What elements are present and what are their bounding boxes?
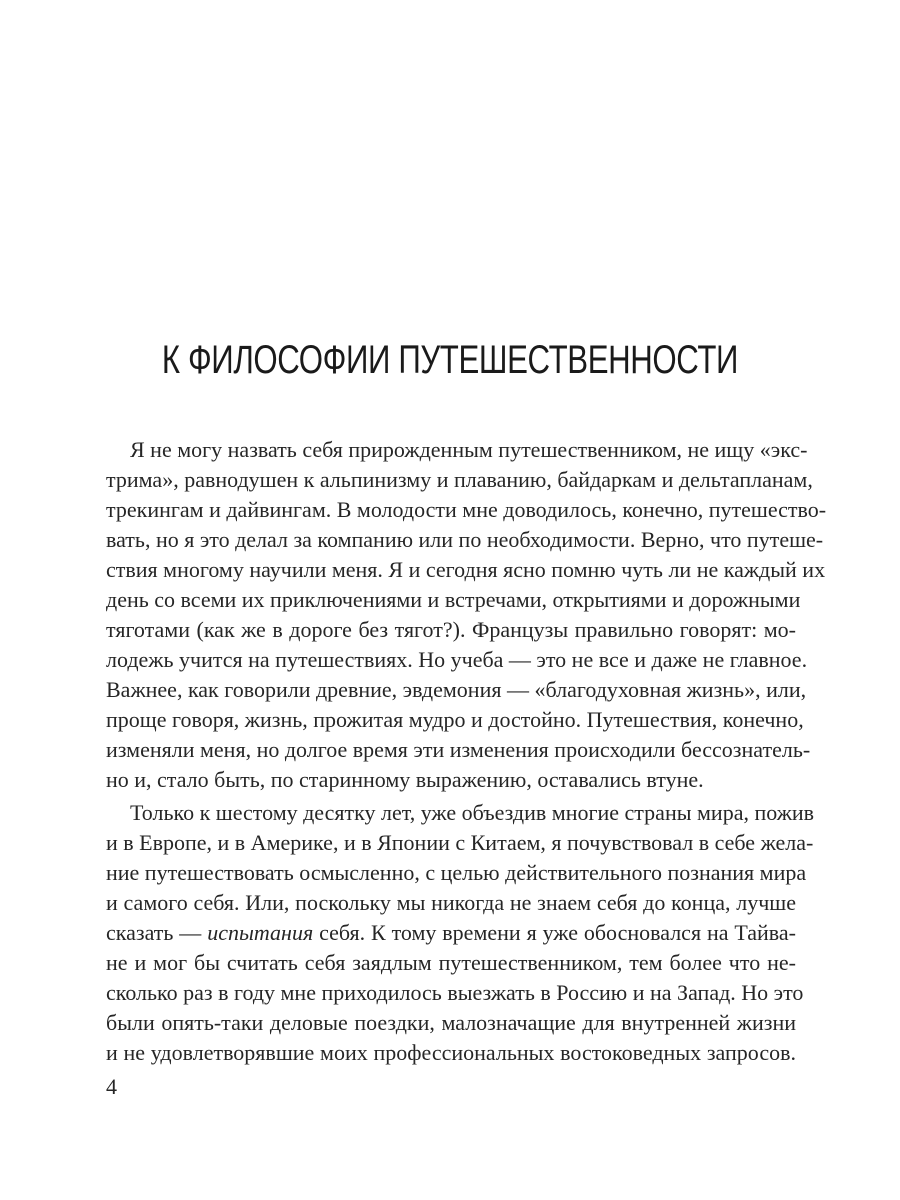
paragraph-2-line-3: ние путешествовать осмысленно, с целью действительного познания мира [106,860,807,885]
paragraph-1-line-10: проще говоря, жизнь, прожитая мудро и достойно. Путешествия, конечно, [106,707,804,732]
paragraph-2-line-6: не и мог бы считать себя заядлым путешественником, тем более что не- [106,950,796,975]
paragraph-2-line-5-start: сказать — [106,920,208,945]
paragraph-1-line-2: трима», равнодушен к альпинизму и плаванию, байдаркам и дельтапланам, [106,467,813,492]
page-number: 4 [106,1074,117,1099]
paragraph-2-line-7: сколько раз в году мне приходилось выезжать в Россию и на Запад. Но это [106,980,804,1005]
paragraph-2-line-5-end: себя. К тому времени я уже обосновался на Тайва- [313,920,796,945]
paragraph-2-line-5 [106,918,796,948]
paragraph-2-line-1: Только к шестому десятку лет, уже объездив многие страны мира, пожив [130,800,815,825]
chapter-title: К ФИЛОСОФИИ ПУТЕШЕСТВЕННОСТИ [161,338,739,382]
paragraph-2-line-2: и в Европе, и в Америке, и в Японии с Китаем, я почувствовал в себе жела- [106,830,814,855]
paragraph-1-line-12: но и, стало быть, по старинному выражению, оставались втуне. [106,767,704,792]
paragraph-1-line-8: лодежь учится на путешествиях. Но учеба — это не все и даже не главное. [106,647,808,672]
paragraph-2-line-9: и не удовлетворявшие моих профессиональных востоковедных запросов. [106,1040,796,1065]
paragraph-1-line-7: тяготами (как же в дороге без тягот?). Французы правильно говорят: мо- [106,617,796,642]
paragraph-1-line-11: изменяли меня, но долгое время эти изменения происходили бессознатель- [106,737,811,762]
body-text [106,435,827,1068]
paragraph-1-line-3: трекингам и дайвингам. В молодости мне доводилось, конечно, путешество- [106,497,827,522]
paragraph-1-line-6: день со всеми их приключениями и встречами, открытиями и дорожными [106,587,801,612]
paragraph-2-line-8: были опять-таки деловые поездки, малозначащие для внутренней жизни [106,1010,796,1035]
paragraph-1-line-9: Важнее, как говорили древние, эвдемония — «благодуховная жизнь», или, [106,677,807,702]
paragraph-1-line-5: ствия многому научили меня. Я и сегодня ясно помню чуть ли не каждый их [106,557,826,582]
italic-word: испытания [207,920,314,945]
paragraph-1-line-1: Я не могу назвать себя прирожденным путешественником, не ищу «экс- [130,437,808,462]
paragraph-1-line-4: вать, но я это делал за компанию или по необходимости. Верно, что путеше- [106,527,824,552]
paragraph-2-line-4: и самого себя. Или, поскольку мы никогда не знаем себя до конца, лучше [106,890,796,915]
